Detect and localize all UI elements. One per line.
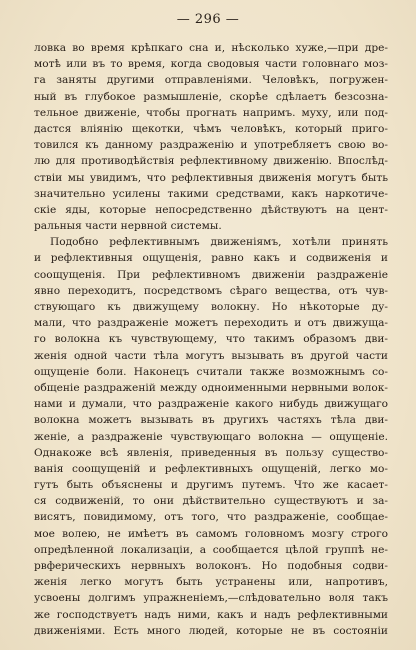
body-text bbox=[34, 40, 388, 639]
text-line: ральныя части нервной системы. bbox=[34, 220, 222, 233]
text-line: ный въ глубокое размышленіе, скорѣе сдѣлаетъ безсозна- bbox=[34, 90, 388, 103]
text-line: дастся вліянію щекотки, чѣмъ человѣкъ, который приго- bbox=[34, 122, 388, 135]
text-line: ся содвиженій, то они дѣйствительно существуютъ и за- bbox=[34, 495, 388, 508]
text-line: Подобно рефлективнымъ движеніямъ, хотѣли принять bbox=[50, 236, 388, 249]
text-line: Однакоже всѣ явленія, приведенныя въ пользу существо- bbox=[34, 446, 388, 459]
text-line: ствующаго къ движущему волокну. Но нѣкоторые ду- bbox=[34, 301, 388, 313]
text-line: соощущенія. При рефлективномъ движеніи раздраженіе bbox=[34, 268, 388, 281]
text-line: общеніе раздраженій между одноименными нервными волок- bbox=[34, 381, 388, 394]
text-line: ловка во время крѣпкаго сна и, нѣсколько хуже,—при дре- bbox=[34, 42, 388, 54]
text-line: га заняты другими отправленіями. Человѣкъ, погружен- bbox=[34, 74, 388, 87]
text-line: женія легко могутъ быть устранены или, напротивъ, bbox=[34, 576, 388, 589]
text-line: ванія соощущеній и рефлективныхъ ощущеній, легко мо- bbox=[34, 462, 388, 475]
text-line: опредѣленной локализаціи, а сообщается цѣлой группѣ не- bbox=[34, 543, 388, 556]
text-line: женія одной части тѣла могутъ вызывать въ другой части bbox=[34, 349, 388, 362]
text-line: мотѣ или въ то время, когда сводовыя части головнаго моз- bbox=[34, 58, 388, 71]
text-line: скіе яды, которые непосредственно дѣйствуютъ на цент- bbox=[34, 203, 388, 216]
text-line: лю для противодѣйствія рефлективному движенію. Впослѣд- bbox=[34, 155, 388, 168]
text-line: движеніями. Есть много людей, которые не въ состояніи bbox=[34, 624, 388, 637]
text-line: значительно усилены такими средствами, какъ наркотиче- bbox=[34, 187, 388, 200]
text-line: женіе, а раздраженіе чувствующаго волокна — ощущеніе. bbox=[34, 430, 388, 443]
text-line: рвферическихъ нервныхъ волоконъ. Но подобныя содви- bbox=[34, 560, 388, 572]
page-number: — 296 — bbox=[176, 12, 240, 27]
text-line: тельное движеніе, чтобы прогнать напримъ. муху, или под- bbox=[34, 106, 388, 119]
text-line: висятъ, повидимому, отъ того, что раздраженіе, сообщае- bbox=[34, 511, 388, 524]
text-line: го волокна къ чувствующему, что такимъ образомъ дви- bbox=[34, 333, 388, 346]
text-line: ствіи мы увидимъ, что рефлективныя движенія могутъ быть bbox=[34, 171, 388, 184]
text-line: гутъ быть объяснены и другимъ путемъ. Что же касает- bbox=[34, 479, 388, 492]
text-line: же господствуетъ надъ ними, какъ и надъ рефлективными bbox=[34, 608, 388, 621]
text-line: ощущеніе боли. Наконецъ считали также возможнымъ со- bbox=[34, 365, 388, 378]
text-line: мое волею, не имѣетъ въ самомъ головномъ мозгу строго bbox=[34, 527, 388, 540]
text-line: и рефлективныя ощущенія, равно какъ и содвиженія и bbox=[34, 252, 388, 265]
text-line: явно переходитъ, посредствомъ сѣраго вещества, отъ чув- bbox=[34, 284, 388, 297]
text-line: мали, что раздраженіе можетъ переходить и отъ движуща- bbox=[34, 317, 388, 330]
text-line: нами и думали, что раздраженіе какого нибудь движущаго bbox=[34, 398, 388, 411]
text-line: усвоены долгимъ упражненіемъ,—слѣдовательно воля такъ bbox=[34, 592, 388, 605]
text-line: товился къ данному раздраженію и употребляетъ свою во- bbox=[34, 139, 388, 152]
text-line: волокна можетъ вызывать въ другихъ частяхъ тѣла дви- bbox=[34, 414, 388, 427]
